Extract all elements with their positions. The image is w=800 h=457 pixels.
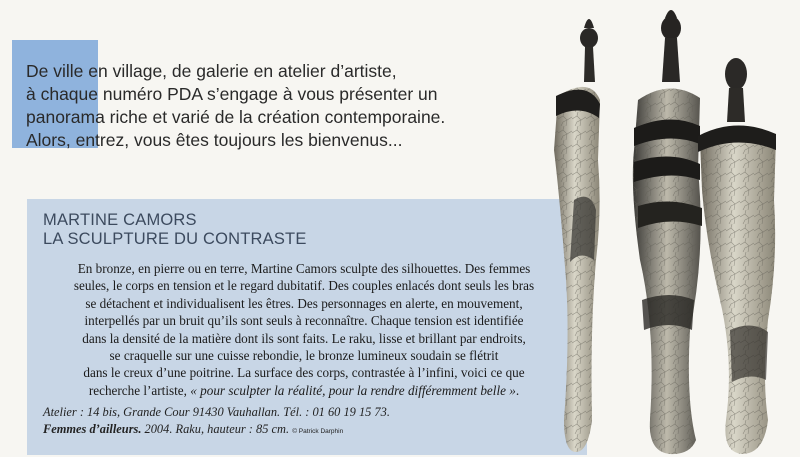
feature-body (34, 260, 574, 399)
body-line: se craquelle sur une cuisse rebondie, le bronze lumineux soudain se flétrit (109, 348, 499, 364)
body-last-start: recherche l’artiste, (88, 382, 191, 398)
body-line: interpellés par un bruit qu’ils sont seuls à reconnaître. Chaque tension est identifiée (84, 313, 524, 329)
sculpture-left (554, 19, 600, 452)
feature-headline: LA SCULPTURE DU CONTRASTE (43, 230, 307, 248)
intro-line: à chaque numéro PDA s’engage à vous présenter un (26, 84, 438, 104)
work-title: Femmes d’ailleurs. (43, 422, 142, 436)
work-caption (43, 421, 390, 440)
atelier-address: Atelier : 14 bis, Grande Cour 91430 Vauhallan. Tél. : 01 60 19 15 73. (43, 405, 390, 419)
artist-name: MARTINE CAMORS (43, 211, 197, 229)
body-line: dans la densité de la matière dont ils sont faits. Le raku, lisse et brillant par endroits, (82, 330, 526, 346)
intro-line: panorama riche et varié de la création contemporaine. (26, 107, 446, 127)
photo-credit: © Patrick Darphin (292, 428, 344, 435)
body-last-end: . (515, 382, 520, 398)
body-line: seules, le corps en tension et le regard dubitatif. Des couples enlacés dont seuls les bras (73, 278, 535, 294)
credits (43, 404, 390, 440)
body-line: se détachent et individualisent les êtres. Des personnages en alerte, en mouvement, (85, 295, 523, 311)
sculpture-middle (633, 10, 702, 454)
intro-line: De ville en village, de galerie en atelier d’artiste, (26, 61, 397, 81)
sculpture-right (698, 58, 776, 454)
body-line-last (34, 382, 574, 399)
intro-line: Alors, entrez, vous êtes toujours les bienvenus... (26, 130, 403, 150)
work-details: 2004. Raku, hauteur : 85 cm. (141, 422, 290, 436)
intro-paragraph (26, 60, 566, 152)
artist-quote: « pour sculpter la réalité, pour la rendre différemment belle » (190, 382, 516, 398)
feature-title (43, 211, 307, 249)
sculptures-photo (530, 0, 800, 457)
body-line: dans le creux d’une poitrine. La surface des corps, contrastée à l’infini, voici ce que (83, 365, 525, 381)
body-line: En bronze, en pierre ou en terre, Martine Camors sculpte des silhouettes. Des femmes (77, 261, 531, 276)
